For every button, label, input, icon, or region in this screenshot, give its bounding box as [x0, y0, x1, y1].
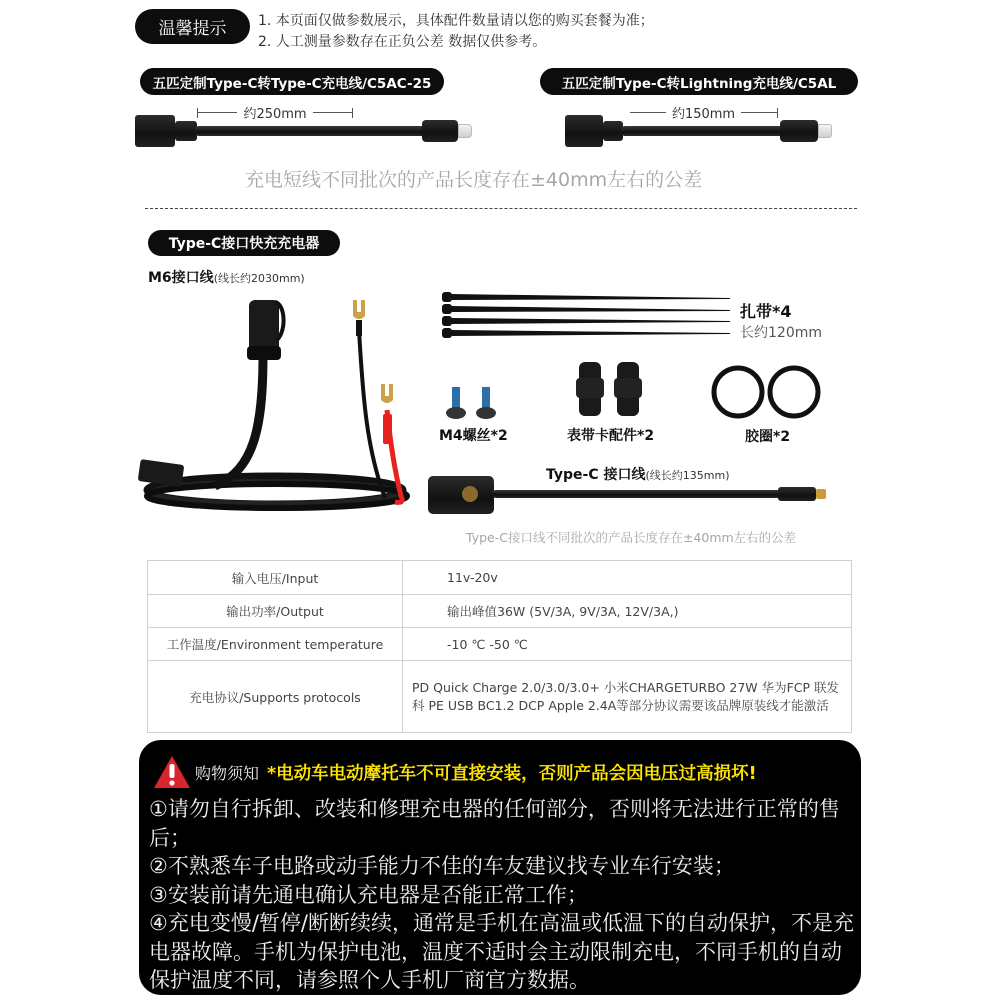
zip-ties-image	[440, 290, 735, 340]
spec-key: 输入电压/Input	[148, 561, 403, 595]
typec-cable-name: Type-C 接口线	[546, 467, 646, 483]
strap-clips-image	[575, 358, 645, 420]
spec-row-protocols	[148, 661, 852, 733]
cable-c5ac-image	[135, 113, 475, 149]
charger-section-title: Type-C接口快充充电器	[148, 230, 340, 256]
m4-screws-label: M4螺丝*2	[439, 428, 508, 444]
spec-row-output	[148, 595, 852, 628]
notice-item: ④充电变慢/暂停/断断续续，通常是手机在高温或低温下的自动保护，不是充电器故障。手机为保护电池，温度不适时会主动限制充电，不同手机的自动保护温度不同，请参照个人手机厂商官方数据。	[149, 911, 854, 992]
notice-items	[149, 795, 854, 995]
short-cable-tolerance-note: 充电短线不同批次的产品长度存在±40mm左右的公差	[245, 169, 703, 191]
notice-heading: 购物须知	[195, 763, 260, 783]
notice-heading-row	[153, 755, 757, 789]
notice-line-1: 1. 本页面仅做参数展示，具体配件数量请以您的购买套餐为准；	[258, 13, 654, 29]
notice-alert: *电动车电动摩托车不可直接安装，否则产品会因电压过高损坏!	[267, 763, 757, 784]
spec-row-input	[148, 561, 852, 595]
section-divider	[145, 208, 857, 209]
cable-c5al-length: 约150mm	[671, 107, 736, 122]
cable-c5ac-title: 五匹定制Type-C转Type-C充电线/C5AC-25	[140, 68, 444, 95]
spec-key: 充电协议/Supports protocols	[148, 661, 403, 733]
m6-cable-image	[135, 290, 425, 520]
spec-row-temperature	[148, 628, 852, 661]
m6-cable-length: (线长约2030mm)	[213, 272, 305, 285]
o-rings-image	[710, 364, 825, 420]
notice-line-2: 2. 人工测量参数存在正负公差 数据仅供参考。	[258, 34, 547, 50]
m4-screws-image	[444, 385, 500, 421]
o-rings-label: 胶圈*2	[745, 429, 791, 445]
warning-triangle-icon	[153, 755, 191, 789]
notice-item: ②不熟悉车子电路或动手能力不佳的车友建议找专业车行安装；	[149, 854, 735, 878]
cable-c5ac-length: 约250mm	[243, 107, 307, 122]
spec-table	[147, 560, 852, 733]
m6-cable-label	[148, 267, 305, 287]
cable-c5al-image	[565, 113, 845, 149]
spec-value: PD Quick Charge 2.0/3.0/3.0+ 小米CHARGETURBO 27W 华为FCP 联发科 PE USB BC1.2 DCP Apple 2.4A等部分协议需要该品牌原装线才能激活	[403, 661, 852, 733]
typec-cable-image	[428, 474, 833, 516]
notice-badge: 温馨提示	[135, 9, 250, 44]
notice-item: ③安装前请先通电确认充电器是否能正常工作；	[149, 882, 588, 907]
spec-key: 工作温度/Environment temperature	[148, 628, 403, 661]
typec-tolerance-note: Type-C接口线不同批次的产品长度存在±40mm左右的公差	[466, 530, 797, 545]
spec-key: 输出功率/Output	[148, 595, 403, 628]
notice-item: ①请勿自行拆卸、改装和修理充电器的任何部分，否则将无法进行正常的售后；	[149, 797, 840, 850]
cable-c5al-title: 五匹定制Type-C转Lightning充电线/C5AL	[540, 68, 858, 95]
typec-cable-length: (线长约135mm)	[645, 469, 730, 482]
zip-ties-label: 扎带*4	[740, 302, 792, 321]
m6-cable-name: M6接口线	[148, 270, 214, 286]
zip-ties-length: 长约120mm	[740, 325, 822, 341]
spec-value: -10 ℃ -50 ℃	[403, 628, 852, 661]
spec-value: 输出峰值36W (5V/3A, 9V/3A, 12V/3A,)	[403, 595, 852, 628]
strap-clips-label: 表带卡配件*2	[567, 428, 655, 444]
spec-value: 11v-20v	[403, 561, 852, 595]
shopping-notice-panel	[139, 740, 861, 995]
